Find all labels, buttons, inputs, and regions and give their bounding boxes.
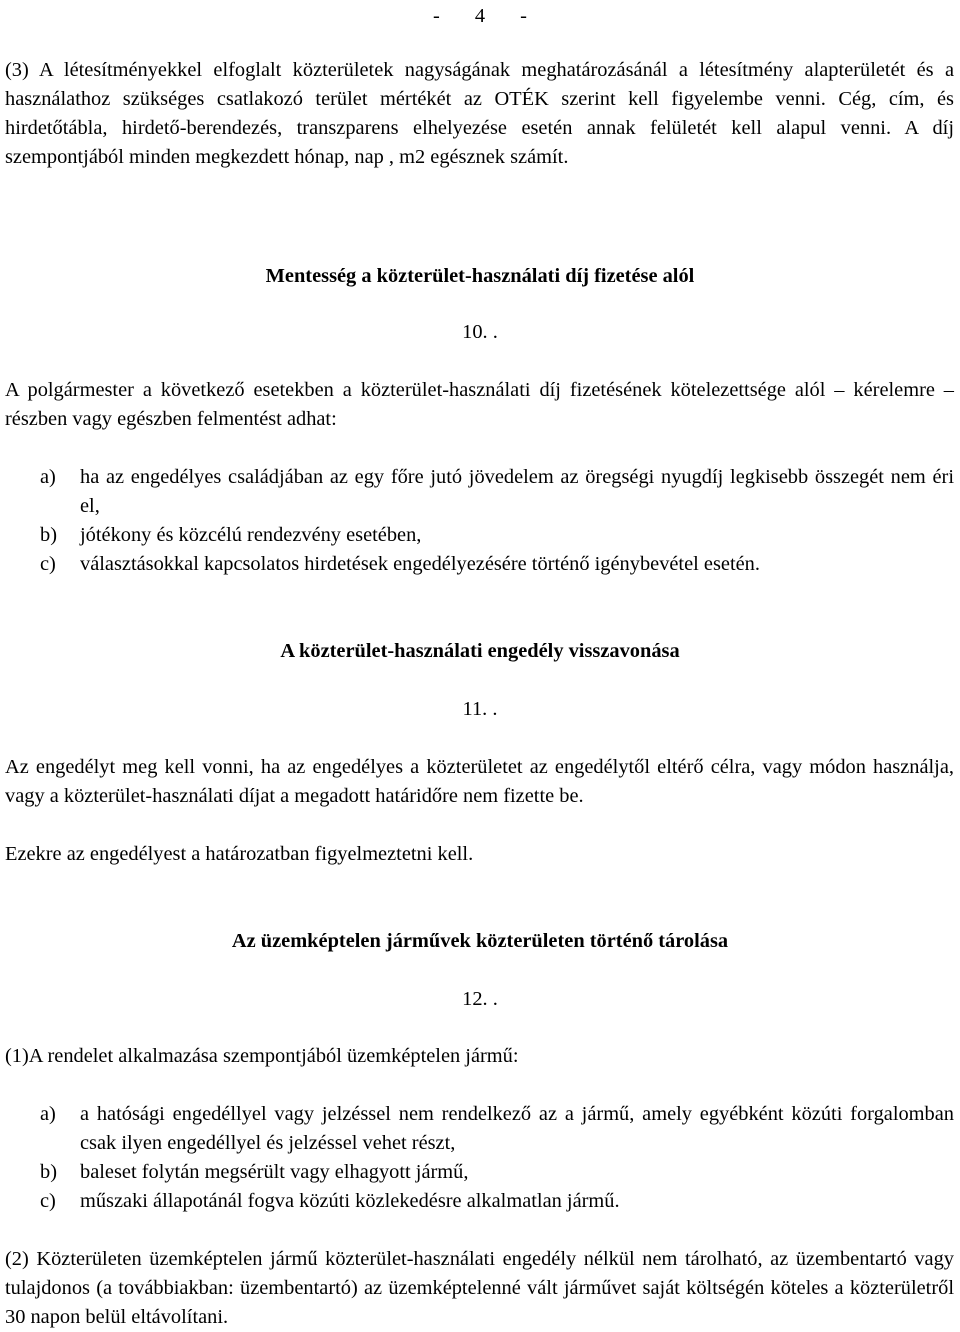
list-item-mark: b) <box>40 524 57 546</box>
page-number: - 4 - <box>433 5 527 27</box>
list-item <box>5 1187 954 1216</box>
list-item <box>5 550 954 579</box>
list-item <box>5 1158 954 1187</box>
section-12-number: 12. . <box>462 988 498 1010</box>
section-10-number: 10. . <box>462 321 498 343</box>
list-item-text: ha az engedélyes családjában az egy főre jutó jövedelem az öregségi nyugdíj legkisebb összegét nem éri el, <box>80 466 954 517</box>
list-item-mark: a) <box>40 1103 56 1125</box>
list-item-mark: c) <box>40 1190 56 1212</box>
section-11-paragraph: Az engedélyt meg kell vonni, ha az engedélyes a közterületet az engedélytől eltérő célra, vagy módon használja, vagy a közterület-használati díjat a megadott határidőre nem fizette be. <box>5 756 954 807</box>
list-item <box>5 1100 954 1158</box>
list-item-text: a hatósági engedéllyel vagy jelzéssel nem rendelkező az a jármű, amely egyébként közúti forgalomban csak ilyen engedéllyel és jelzéssel vehet részt, <box>80 1103 954 1154</box>
list-item-text: választásokkal kapcsolatos hirdetések engedélyezésére történő igénybevétel esetén. <box>80 553 760 575</box>
list-item-mark: b) <box>40 1161 57 1183</box>
list-item-text: baleset folytán megsérült vagy elhagyott jármű, <box>80 1161 469 1183</box>
list-item-mark: c) <box>40 553 56 575</box>
list-item <box>5 463 954 521</box>
list-item-text: jótékony és közcélú rendezvény esetében, <box>80 524 422 546</box>
section-12-heading: Az üzemképtelen járművek közterületen történő tárolása <box>231 930 729 952</box>
section-3-paragraph: (3) A létesítményekkel elfoglalt közterületek nagyságának meghatározásánál a létesítmény alapterületét és a használathoz szükséges csatlakozó terület mértékét az OTÉK szerint kell figyelembe venni. Cég, cím, és hirdetőtábla, hirdető-berendezés, transzparens elhelyezése esetén annak felületét kell alapul venni. A díj szempontjából minden megkezdett hónap, nap , m2 egésznek számít. <box>5 59 954 168</box>
list-item <box>5 521 954 550</box>
section-12-list <box>5 1100 954 1216</box>
list-item-text: műszaki állapotánál fogva közúti közlekedésre alkalmatlan jármű. <box>80 1190 620 1212</box>
section-12-intro: (1)A rendelet alkalmazása szempontjából üzemképtelen jármű: <box>5 1045 519 1067</box>
list-item-mark: a) <box>40 466 56 488</box>
section-10-intro: A polgármester a következő esetekben a közterület-használati díj fizetésének kötelezettsége alól – kérelemre – részben vagy egészben felmentést adhat: <box>5 379 954 430</box>
section-11-number: 11. . <box>462 698 498 720</box>
section-10-list <box>5 463 954 579</box>
section-11-heading: A közterület-használati engedély visszavonása <box>280 640 680 662</box>
section-11-warning: Ezekre az engedélyest a határozatban figyelmeztetni kell. <box>5 843 474 865</box>
section-12-paragraph-2: (2) Közterületen üzemképtelen jármű közterület-használati engedély nélkül nem tárolható, az üzembentartó vagy tulajdonos (a továbbiakban: üzembentartó) az üzemképtelenné vált járművet saját költségén köteles a közterületről 30 napon belül eltávolítani. <box>5 1248 954 1328</box>
section-10-heading: Mentesség a közterület-használati díj fizetése alól <box>265 265 695 287</box>
